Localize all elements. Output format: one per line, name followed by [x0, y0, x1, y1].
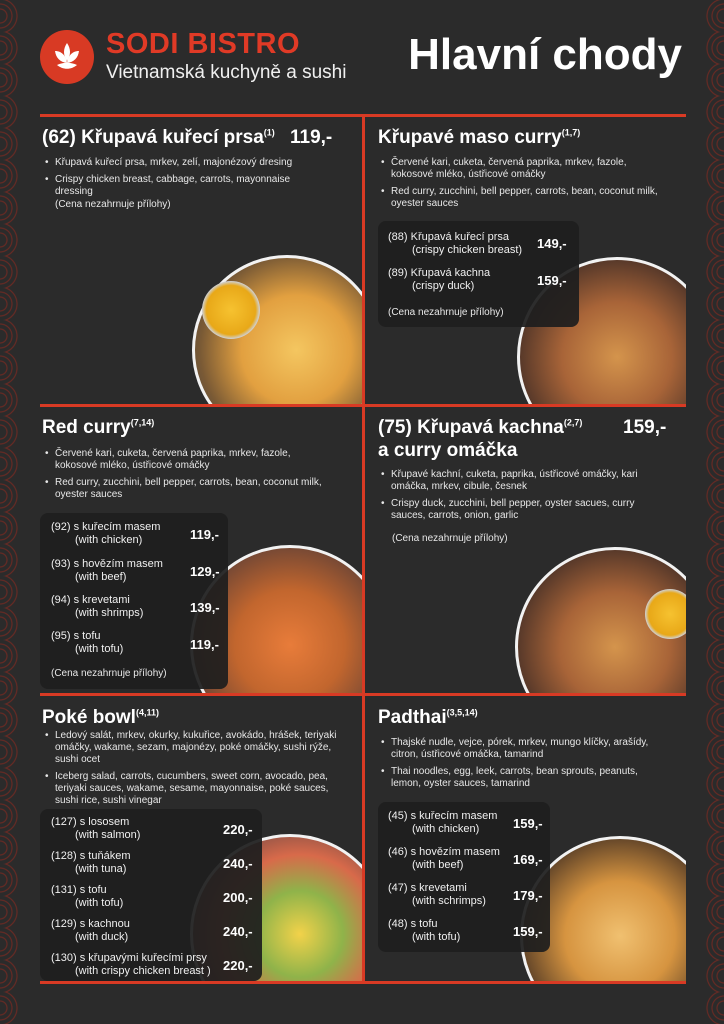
- menu-item: (88) Křupavá kuřecí prsa (crispy chicken breast): [388, 231, 523, 256]
- menu-item: (94) s krevetami (with shrimps): [51, 594, 144, 619]
- section-krupave-maso-curry: [365, 117, 686, 404]
- description-en: • Crispy chicken breast, cabbage, carrots, mayonnaise dressing: [44, 174, 314, 198]
- menu-item: (48) s tofu (with tofu): [388, 918, 461, 943]
- description-cz: • Thajské nudle, vejce, pórek, mrkev, mungo klíčky, arašídy, citron, ústřicové omáčka, tamarind: [380, 737, 670, 761]
- description-en: • Red curry, zucchini, bell pepper, carrots, bean, coconut milk, oyester sauces: [380, 186, 662, 210]
- section-price: 119,-: [290, 127, 333, 148]
- section-title: Křupavé maso curry$^{(1,7)}$: [378, 127, 581, 148]
- section-title: (75) Křupavá kachna$^{(2,7)}$: [378, 417, 583, 438]
- menu-item-price: 159,-: [513, 816, 543, 831]
- lotus-logo-icon: [40, 30, 94, 84]
- price-note: (Cena nezahrnuje přílohy): [388, 307, 504, 318]
- description-en: • Thai noodles, egg, leek, carrots, bean sprouts, peanuts, lemon, oyster sauces, tamarind: [380, 766, 670, 790]
- section-title: Padthai$^{(3,5,14)}$: [378, 707, 478, 728]
- section-krupava-kureci-prsa: [40, 117, 362, 404]
- header: [40, 28, 690, 88]
- section-title: (62) Křupavá kuřecí prsa$^{(1)}$: [42, 127, 275, 148]
- description-cz: • Červené kari, cuketa, červená paprika, mrkev, fazole, kokosové mléko, ústřicové omáčky: [44, 448, 334, 472]
- menu-item: (45) s kuřecím masem (with chicken): [388, 810, 498, 835]
- price-note: (Cena nezahrnuje přílohy): [392, 533, 508, 544]
- description-en: • Iceberg salad, carrots, cucumbers, sweet corn, avocado, pea, teriyaki sauces, wakame, sesame, mayonnaise, poké sauces, sushi rice, sushi vinegar: [44, 771, 344, 807]
- section-title-line2: a curry omáčka: [378, 440, 518, 461]
- section-padthai: [365, 696, 686, 981]
- price-note: (Cena nezahrnuje přílohy): [55, 199, 171, 210]
- menu-item-price: 240,-: [223, 924, 253, 939]
- menu-item: (129) s kachnou (with duck): [51, 918, 130, 943]
- menu-item: (128) s tuňákem (with tuna): [51, 850, 131, 875]
- menu-item-price: 179,-: [513, 888, 543, 903]
- menu-item-price: 129,-: [190, 564, 220, 579]
- menu-item: (89) Křupavá kachna (crispy duck): [388, 267, 491, 292]
- menu-item: (95) s tofu (with tofu): [51, 630, 124, 655]
- menu-item-price: 220,-: [223, 822, 253, 837]
- menu-item-price: 119,-: [190, 637, 219, 652]
- section-red-curry: [40, 407, 362, 693]
- menu-item-price: 139,-: [190, 600, 220, 615]
- section-title: Red curry$^{(7,14)}$: [42, 417, 155, 438]
- description-en: • Red curry, zucchini, bell pepper, carrots, bean, coconut milk, oyester sauces: [44, 477, 334, 501]
- menu-item: (127) s lososem (with salmon): [51, 816, 141, 841]
- page-title: Hlavní chody: [408, 30, 682, 79]
- menu-item-price: 159,-: [513, 924, 543, 939]
- menu-item-price: 169,-: [513, 852, 543, 867]
- brand-subtitle: Vietnamská kuchyně a sushi: [106, 62, 347, 83]
- description-list: [380, 157, 662, 215]
- section-poke-bowl: [40, 696, 362, 981]
- decorative-wave-pattern-right: [698, 0, 724, 1024]
- menu-item: (130) s křupavými kuřecími prsy (with crispy chicken breast ): [51, 952, 211, 977]
- menu-item: (131) s tofu (with tofu): [51, 884, 124, 909]
- sauce-bowl-icon: [202, 281, 260, 339]
- description-list: [44, 448, 334, 506]
- menu-item-price: 240,-: [223, 856, 253, 871]
- menu-item-price: 159,-: [537, 273, 567, 288]
- description-cz: • Křupavá kuřecí prsa, mrkev, zelí, majonézový dresing: [44, 157, 314, 169]
- description-list: [44, 157, 314, 203]
- decorative-wave-pattern-left: [0, 0, 26, 1024]
- menu-item: (46) s hovězím masem (with beef): [388, 846, 500, 871]
- menu-item: (47) s krevetami (with schrimps): [388, 882, 486, 907]
- menu-item-price: 119,-: [190, 527, 219, 542]
- description-cz: • Křupavé kachní, cuketa, paprika, ústřicové omáčky, kari omáčka, mrkev, cibule, česnek: [380, 469, 660, 493]
- description-cz: • Červené kari, cuketa, červená paprika, mrkev, fazole, kokosové mléko, ústřicové omáčky: [380, 157, 662, 181]
- description-cz: • Ledový salát, mrkev, okurky, kukuřice, avokádo, hrášek, teriyaki omáčky, wakame, sezam, majonézy, poké omáčky, sushi rýže, sushi ocet: [44, 730, 344, 766]
- section-krupava-kachna: [365, 407, 686, 693]
- menu-item-price: 220,-: [223, 958, 253, 973]
- menu-item-price: 149,-: [537, 236, 567, 251]
- price-note: (Cena nezahrnuje přílohy): [51, 668, 167, 679]
- menu-item: (93) s hovězím masem (with beef): [51, 558, 163, 583]
- section-price: 159,-: [623, 417, 667, 438]
- description-list: [44, 730, 344, 812]
- menu-item-price: 200,-: [223, 890, 253, 905]
- description-list: [380, 469, 660, 527]
- description-en: • Crispy duck, zucchini, bell pepper, oyster sacues, curry sauces, carrots, onion, garlic: [380, 498, 660, 522]
- description-list: [380, 737, 670, 795]
- brand-name: SODI BISTRO: [106, 28, 301, 60]
- menu-item: (92) s kuřecím masem (with chicken): [51, 521, 161, 546]
- section-title: Poké bowl$^{(4,11)}$: [42, 707, 159, 728]
